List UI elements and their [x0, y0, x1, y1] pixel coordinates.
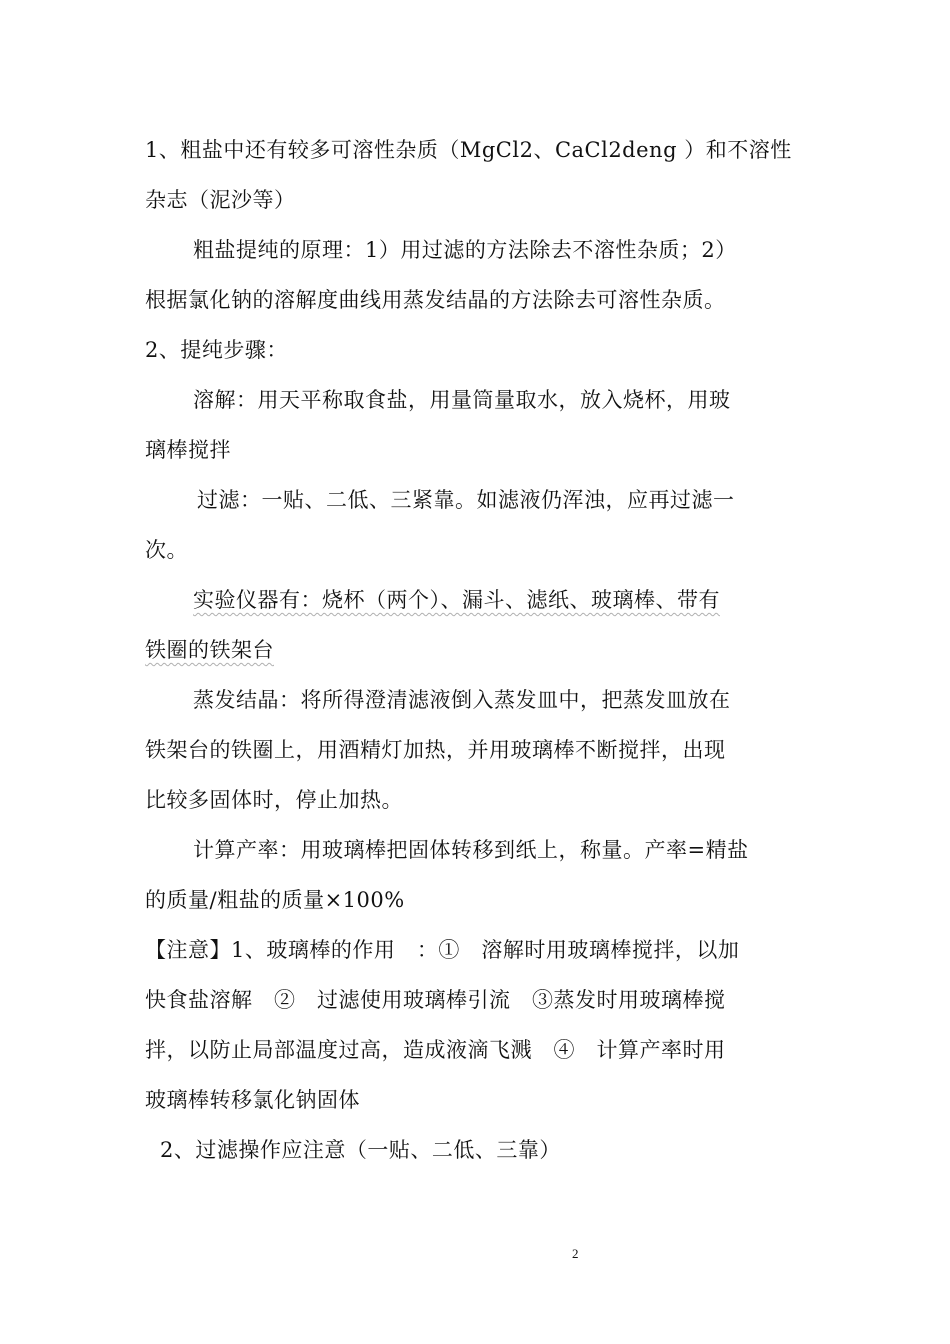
text-line-1: 1、粗盐中还有较多可溶性杂质（MgCl2、CaCl2deng ）和不溶性: [145, 138, 792, 162]
text-line-13: 铁架台的铁圈上，用酒精灯加热，并用玻璃棒不断搅拌，出现: [145, 738, 726, 762]
text-line-5: 2、提纯步骤：: [145, 338, 288, 362]
text-line-6: 溶解：用天平称取食盐，用量筒量取水，放入烧杯，用玻: [193, 388, 731, 412]
text-line-15: 计算产率：用玻璃棒把固体转移到纸上，称量。产率=精盐: [193, 838, 749, 862]
text-line-20: 玻璃棒转移氯化钠固体: [145, 1088, 360, 1112]
text-line-17: 【注意】1、玻璃棒的作用 ：① 溶解时用玻璃棒搅拌，以加: [145, 938, 740, 962]
text-line-21: 2、过滤操作应注意（一贴、二低、三靠）: [160, 1138, 561, 1162]
text-line-4: 根据氯化钠的溶解度曲线用蒸发结晶的方法除去可溶性杂质。: [145, 288, 726, 312]
text-line-18: 快食盐溶解 ② 过滤使用玻璃棒引流 ③蒸发时用玻璃棒搅: [145, 988, 726, 1012]
text-line-9: 次。: [145, 538, 188, 562]
text-line-19: 拌，以防止局部温度过高，造成液滴飞溅 ④ 计算产率时用: [145, 1038, 726, 1062]
text-line-16: 的质量/粗盐的质量×100%: [145, 888, 405, 912]
text-line-10: 实验仪器有：烧杯（两个）、漏斗、滤纸、玻璃棒、带有: [193, 588, 720, 612]
text-line-2: 杂志（泥沙等）: [145, 188, 296, 212]
text-line-12: 蒸发结晶：将所得澄清滤液倒入蒸发皿中，把蒸发皿放在: [193, 688, 731, 712]
text-line-7: 璃棒搅拌: [145, 438, 231, 462]
text-line-11: 铁圈的铁架台: [145, 638, 274, 662]
text-line-8: 过滤：一贴、二低、三紧靠。如滤液仍浑浊，应再过滤一: [197, 488, 735, 512]
text-line-14: 比较多固体时，停止加热。: [145, 788, 403, 812]
page-number: 2: [572, 1246, 579, 1261]
text-line-3: 粗盐提纯的原理：1）用过滤的方法除去不溶性杂质；2）: [193, 238, 737, 262]
